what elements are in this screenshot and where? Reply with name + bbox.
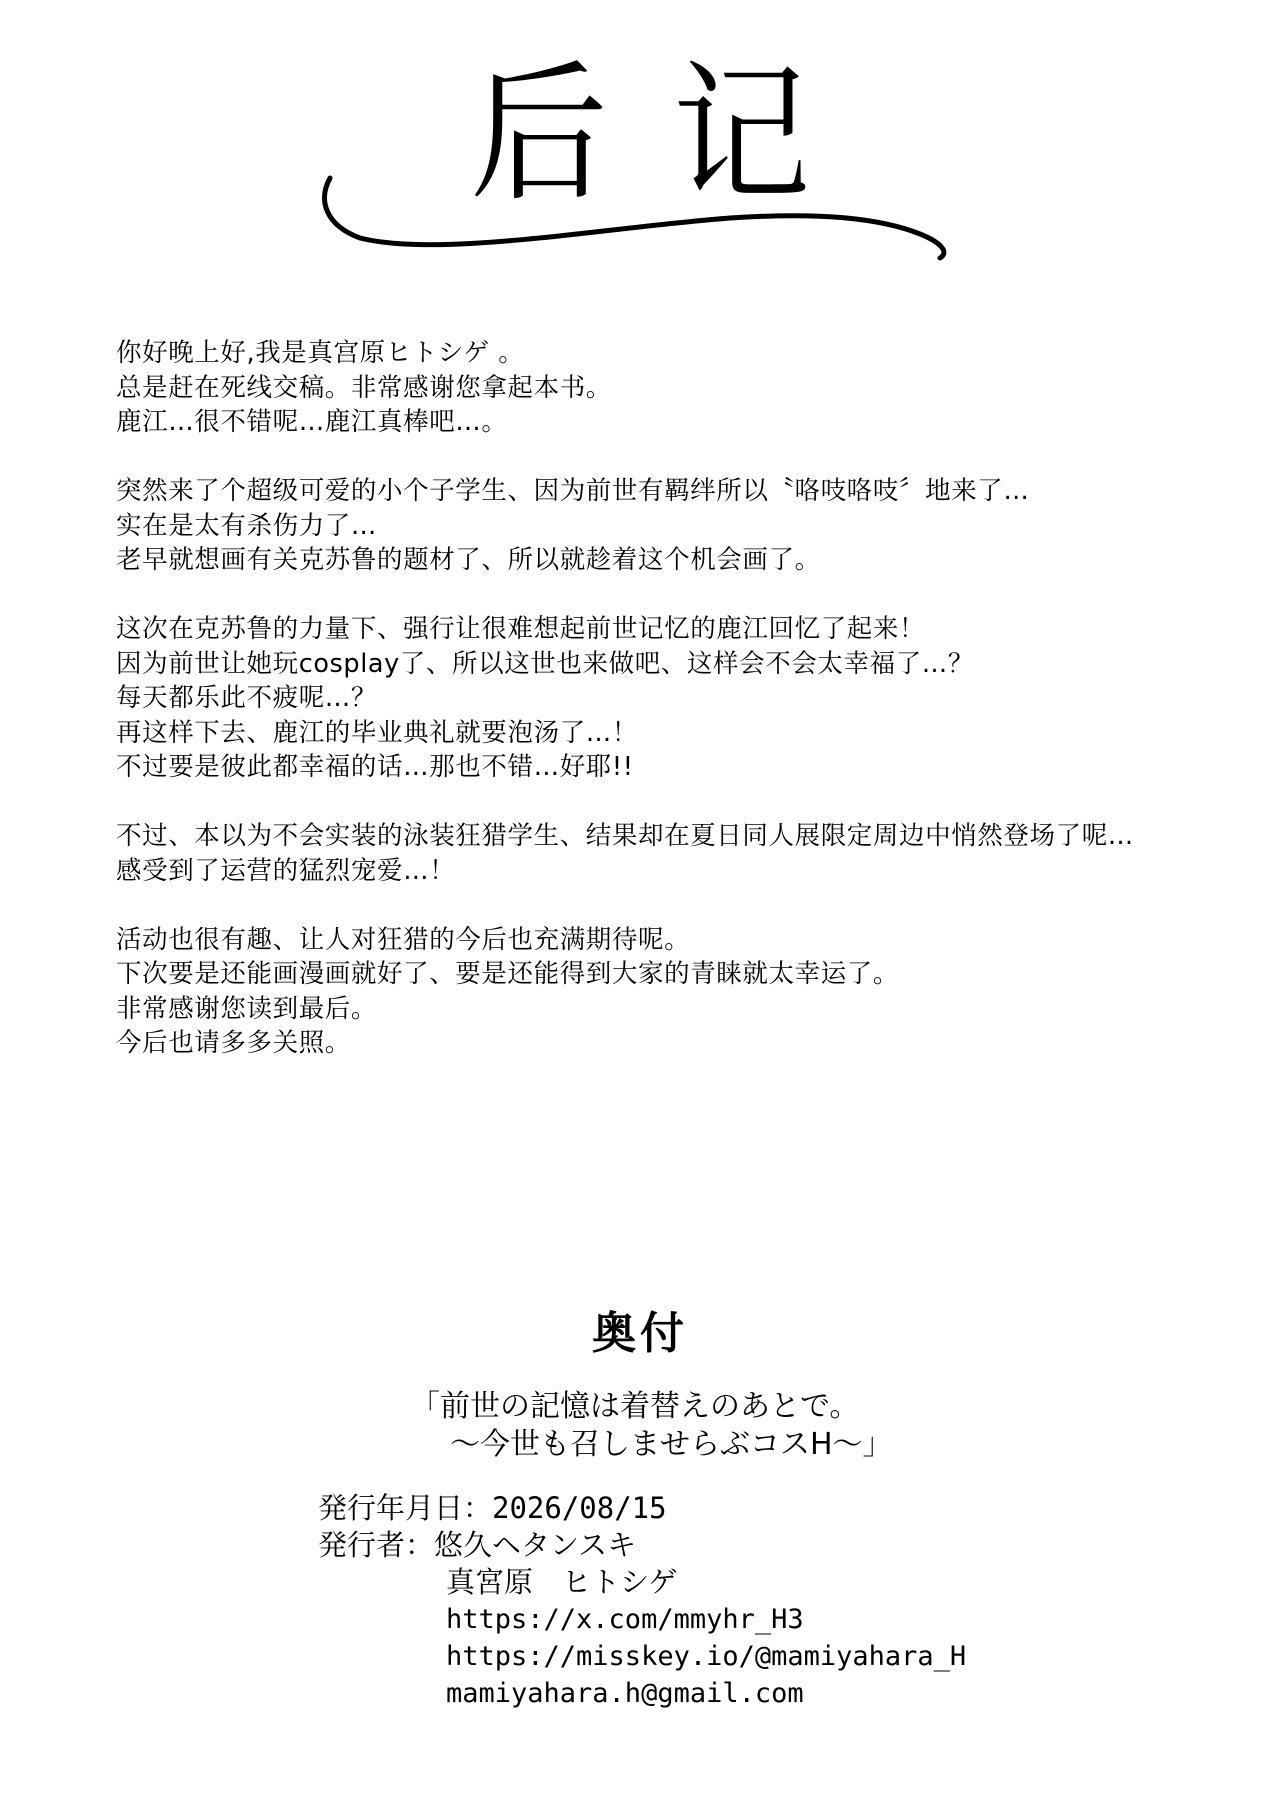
publish-date: 発行年月日：2026/08/15	[318, 1491, 667, 1525]
afterword-paragraph	[116, 819, 1256, 888]
text-line: 老早就想画有关克苏鲁的题材了、所以就趁着这个机会画了。	[116, 545, 821, 575]
text-line: 鹿江…很不错呢…鹿江真棒吧…。	[116, 407, 508, 437]
text-line: 不过、本以为不会实装的泳装狂猎学生、结果却在夏日同人展限定周边中悄然登场了呢…	[116, 821, 1134, 851]
afterword-paragraph	[116, 336, 1256, 440]
x-link[interactable]: https://x.com/mmyhr_H3	[446, 1604, 804, 1635]
email-link[interactable]: mamiyahara.h@gmail.com	[446, 1678, 804, 1709]
title-underline-swoosh	[300, 160, 980, 270]
text-line: 今后也请多多关照。	[116, 1028, 351, 1058]
text-line: 总是赶在死线交稿。非常感谢您拿起本书。	[116, 372, 612, 403]
text-line: 再这样下去、鹿江的毕业典礼就要泡汤了…！	[116, 717, 639, 748]
afterword-paragraph	[116, 923, 1256, 1061]
afterword-paragraph	[116, 612, 1256, 785]
text-line: 因为前世让她玩cosplay了、所以这世也来做吧、这样会不会太幸福了…？	[116, 648, 974, 679]
publisher: 発行者：悠久ヘタンスキ	[318, 1528, 637, 1562]
text-line: 每天都乐此不疲呢…？	[116, 683, 378, 713]
author-name: 真宮原 ヒトシゲ	[446, 1565, 678, 1599]
text-line: 非常感谢您读到最后。	[116, 993, 378, 1024]
book-title	[410, 1388, 893, 1464]
text-line: 实在是太有杀伤力了…	[116, 510, 378, 541]
colophon-details	[318, 1490, 966, 1712]
text-line: 这次在克苏鲁的力量下、强行让很难想起前世记忆的鹿江回忆了起来！	[116, 614, 926, 644]
text-line: 感受到了运营的猛烈宠爱…！	[116, 855, 456, 886]
text-line: 你好晚上好,我是真宫原ヒトシゲ 。	[116, 338, 525, 368]
afterword-body	[116, 336, 1256, 1095]
text-line: 下次要是还能画漫画就好了、要是还能得到大家的青睐就太幸运了。	[116, 959, 900, 989]
afterword-paragraph	[116, 474, 1256, 578]
text-line: 不过要是彼此都幸福的话…那也不错…好耶!!	[116, 752, 634, 782]
text-line: 活动也很有趣、让人对狂猎的今后也充满期待呢。	[116, 924, 691, 955]
colophon-heading: 奥付	[592, 1308, 688, 1359]
misskey-link[interactable]: https://misskey.io/@mamiyahara_H	[446, 1641, 967, 1672]
book-title-main: 「前世の記憶は着替えのあとで。	[410, 1389, 860, 1424]
text-line: 突然来了个超级可爱的小个子学生、因为前世有羁绊所以〝咯吱咯吱〞地来了…	[116, 476, 1030, 506]
book-title-subtitle: ～今世も召しませらぶコスH～」	[450, 1427, 893, 1462]
page-title: 后记	[470, 48, 875, 222]
